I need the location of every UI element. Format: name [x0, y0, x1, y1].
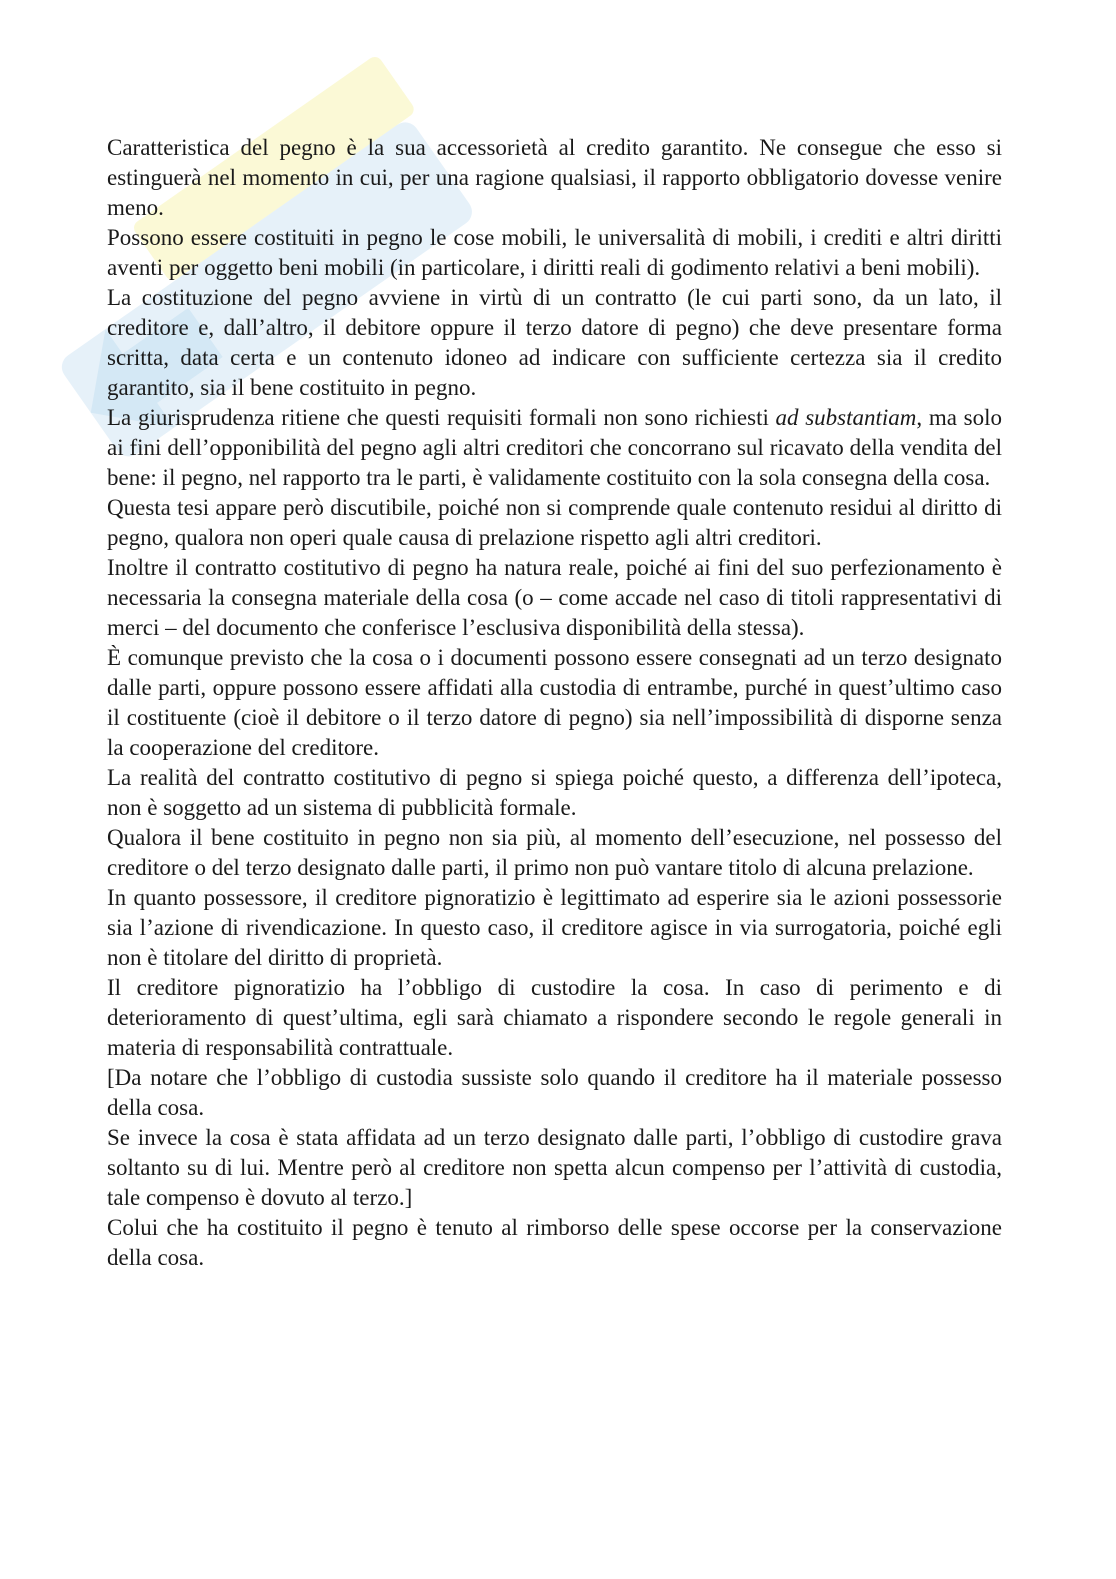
- paragraph-6: Inoltre il contratto costitutivo di pegno ha natura reale, poiché ai fini del suo perfezionamento è necessaria la consegna materiale della cosa (o – come accade nel caso di titoli rappresentativi di merci – del documento che conferisce l’esclusiva disponibilità della stessa).: [107, 555, 1002, 640]
- paragraph-4-text-start: La giurisprudenza ritiene che questi requisiti formali non sono richiesti: [107, 405, 776, 430]
- paragraph-13: Se invece la cosa è stata affidata ad un terzo designato dalle parti, l’obbligo di custodire grava soltanto su di lui. Mentre però al creditore non spetta alcun compenso per l’attività di custodia, tale compenso è dovuto al terzo.]: [107, 1125, 1002, 1210]
- paragraph-1: Caratteristica del pegno è la sua accessorietà al credito garantito. Ne consegue che esso si estinguerà nel momento in cui, per una ragione qualsiasi, il rapporto obbligatorio dovesse venire meno.: [107, 135, 1002, 220]
- paragraph-10: In quanto possessore, il creditore pignoratizio è legittimato ad esperire sia le azioni possessorie sia l’azione di rivendicazione. In questo caso, il creditore agisce in via surrogatoria, poiché egli non è titolare del diritto di proprietà.: [107, 885, 1002, 970]
- paragraph-4: [107, 403, 1002, 493]
- paragraph-11: Il creditore pignoratizio ha l’obbligo di custodire la cosa. In caso di perimento e di deterioramento di quest’ultima, egli sarà chiamato a rispondere secondo le regole generali in materia di responsabilità contrattuale.: [107, 975, 1002, 1060]
- paragraph-5: Questa tesi appare però discutibile, poiché non si comprende quale contenuto residui al diritto di pegno, qualora non operi quale causa di prelazione rispetto agli altri creditori.: [107, 495, 1002, 550]
- paragraph-4-latin-term: ad substantiam: [775, 405, 917, 430]
- paragraph-9: Qualora il bene costituito in pegno non sia più, al momento dell’esecuzione, nel possesso del creditore o del terzo designato dalle parti, il primo non può vantare titolo di alcuna prelazione.: [107, 825, 1002, 880]
- paragraph-8: La realità del contratto costitutivo di pegno si spiega poiché questo, a differenza dell’ipoteca, non è soggetto ad un sistema di pubblicità formale.: [107, 765, 1002, 820]
- paragraph-2: Possono essere costituiti in pegno le cose mobili, le universalità di mobili, i crediti e altri diritti aventi per oggetto beni mobili (in particolare, i diritti reali di godimento relativi a beni mobili).: [107, 225, 1002, 280]
- paragraph-3: La costituzione del pegno avviene in virtù di un contratto (le cui parti sono, da un lato, il creditore e, dall’altro, il debitore oppure il terzo datore di pegno) che deve presentare forma scritta, data certa e un contenuto idoneo ad indicare con sufficiente certezza sia il credito garantito, sia il bene costituito in pegno.: [107, 285, 1002, 400]
- paragraph-14: Colui che ha costituito il pegno è tenuto al rimborso delle spese occorse per la conservazione della cosa.: [107, 1215, 1002, 1270]
- paragraph-7: È comunque previsto che la cosa o i documenti possono essere consegnati ad un terzo designato dalle parti, oppure possono essere affidati alla custodia di entrambe, purché in quest’ultimo caso il costituente (cioè il debitore o il terzo datore di pegno) sia nell’impossibilità di disporne senza la cooperazione del creditore.: [107, 645, 1002, 760]
- paragraph-4-text-end: , ma solo ai fini dell’opponibilità del pegno agli altri creditori che concorrano sul ricavato della vendita del bene: il pegno, nel rapporto tra le parti, è validamente costituito con la sola consegna della cosa.: [107, 405, 1002, 490]
- document-body: [107, 133, 1002, 1273]
- paragraph-12: [Da notare che l’obbligo di custodia sussiste solo quando il creditore ha il materiale possesso della cosa.: [107, 1065, 1002, 1120]
